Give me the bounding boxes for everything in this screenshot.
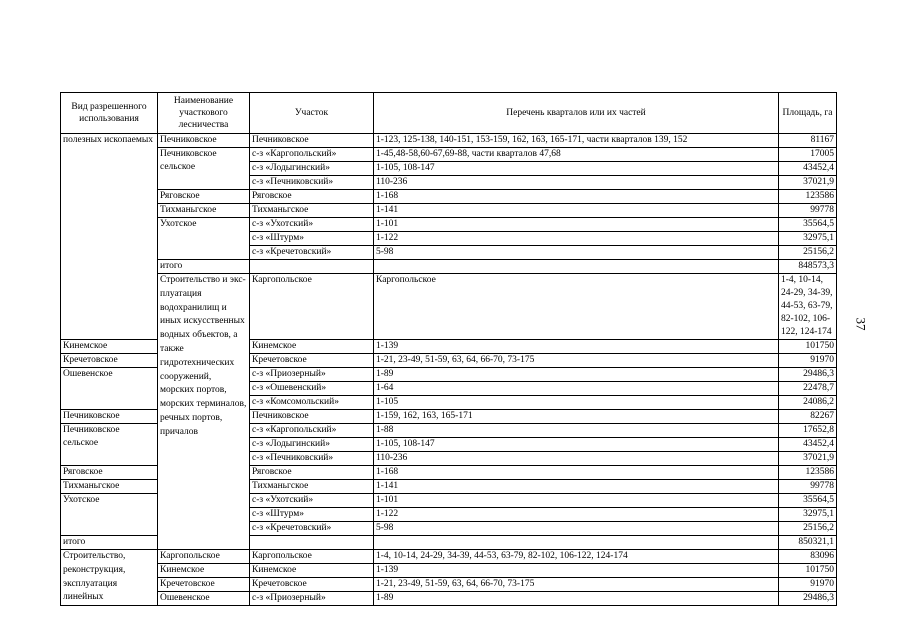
header-quarters: Перечень кварталов или их частей	[374, 93, 779, 134]
cell-quarters: 1-139	[374, 564, 779, 578]
cell-quarters: 1-101	[374, 494, 779, 508]
cell-quarters: 1-101	[374, 218, 779, 232]
cell-area: 101750	[779, 564, 837, 578]
cell-plot: Кречетовское	[250, 354, 374, 368]
cell-use-type: Строительство, реконструкция, эксплуатация линейных	[61, 550, 158, 606]
cell-quarters: 1-105, 108-147	[374, 162, 779, 176]
cell-area: 24086,2	[779, 396, 837, 410]
cell-quarters: 1-21, 23-49, 51-59, 63, 64, 66-70, 73-175	[374, 578, 779, 592]
cell-use-type: полезных ископаемых	[61, 134, 158, 340]
cell-plot: с-з «Приозерный»	[250, 368, 374, 382]
cell-quarters: 1-88	[374, 424, 779, 438]
cell-quarters: 5-98	[374, 246, 779, 260]
cell-area: 83096	[779, 550, 837, 564]
cell-forestry: Каргопольское	[158, 550, 250, 564]
cell-area: 29486,3	[779, 592, 837, 606]
cell-area: 17005	[779, 148, 837, 162]
cell-quarters: 110-236	[374, 452, 779, 466]
cell-plot: с-з «Ухотский»	[250, 494, 374, 508]
cell-area: 25156,2	[779, 246, 837, 260]
table-row	[61, 550, 837, 564]
cell-plot: Тихманьгское	[250, 204, 374, 218]
cell-quarters: 1-123, 125-138, 140-151, 153-159, 162, 163, 165-171, части кварталов 139, 152	[374, 134, 779, 148]
cell-forestry: Тихманьгское	[61, 480, 158, 494]
cell-quarters: 1-4, 10-14, 24-29, 34-39, 44-53, 63-79, 82-102, 106-122, 124-174	[374, 550, 779, 564]
cell-plot: Кинемское	[250, 564, 374, 578]
cell-plot: с-з «Лодыгинский»	[250, 438, 374, 452]
cell-plot: с-з «Штурм»	[250, 232, 374, 246]
header-forestry: Наименование участкового лесничества	[158, 93, 250, 134]
cell-area: 91970	[779, 354, 837, 368]
header-area: Площадь, га	[779, 93, 837, 134]
cell-plot: с-з «Комсомольский»	[250, 396, 374, 410]
cell-forestry: Кинемское	[61, 340, 158, 354]
cell-plot: Кинемское	[250, 340, 374, 354]
cell-area: 29486,3	[779, 368, 837, 382]
cell-area: 32975,1	[779, 232, 837, 246]
cell-plot: Каргопольское	[374, 274, 779, 340]
cell-forestry: Тихманьгское	[158, 204, 250, 218]
cell-area: 43452,4	[779, 162, 837, 176]
cell-plot	[250, 260, 374, 274]
cell-plot: Каргопольское	[250, 550, 374, 564]
cell-area: 37021,9	[779, 452, 837, 466]
cell-quarters: 110-236	[374, 176, 779, 190]
cell-plot: Кречетовское	[250, 578, 374, 592]
cell-forestry: Печниковское	[158, 134, 250, 148]
cell-forestry: Кречетовское	[158, 578, 250, 592]
cell-plot: Печниковское	[250, 134, 374, 148]
cell-forestry: Печниковское	[61, 410, 158, 424]
cell-plot: с-з «Ошевенский»	[250, 382, 374, 396]
cell-quarters: 1-105	[374, 396, 779, 410]
cell-forestry: Ухотское	[61, 494, 158, 536]
cell-forestry: Печниковское сельское	[61, 424, 158, 466]
cell-forestry: Кинемское	[158, 564, 250, 578]
table-header-row	[61, 93, 837, 134]
cell-area: 99778	[779, 204, 837, 218]
cell-area: 91970	[779, 578, 837, 592]
cell-quarters	[374, 260, 779, 274]
header-plot: Участок	[250, 93, 374, 134]
cell-forestry: итого	[158, 260, 250, 274]
cell-quarters: 1-122	[374, 508, 779, 522]
table-body	[61, 134, 837, 606]
cell-forestry: Ошевенское	[158, 592, 250, 606]
cell-plot: с-з «Печниковский»	[250, 176, 374, 190]
cell-quarters: 1-64	[374, 382, 779, 396]
cell-plot: с-з «Лодыгинский»	[250, 162, 374, 176]
cell-area: 35564,5	[779, 218, 837, 232]
cell-plot: с-з «Кречетовский»	[250, 246, 374, 260]
cell-forestry: Ряговское	[158, 190, 250, 204]
table-row	[61, 564, 837, 578]
table-row	[61, 592, 837, 606]
cell-area: 32975,1	[779, 508, 837, 522]
cell-area: 848573,3	[779, 260, 837, 274]
cell-plot: с-з «Кречетовский»	[250, 522, 374, 536]
cell-area: 123586	[779, 190, 837, 204]
cell-area: 22478,7	[779, 382, 837, 396]
cell-quarters: 1-168	[374, 466, 779, 480]
cell-plot: с-з «Ухотский»	[250, 218, 374, 232]
cell-forestry: Печниковское сельское	[158, 148, 250, 190]
cell-area: 37021,9	[779, 176, 837, 190]
cell-forestry: итого	[61, 536, 158, 550]
cell-plot: с-з «Приозерный»	[250, 592, 374, 606]
header-use: Вид разрешенного использования	[61, 93, 158, 134]
cell-area: 81167	[779, 134, 837, 148]
cell-plot: с-з «Печниковский»	[250, 452, 374, 466]
table-row	[61, 148, 837, 162]
cell-area: 99778	[779, 480, 837, 494]
cell-quarters: 1-168	[374, 190, 779, 204]
cell-forestry: Ухотское	[158, 218, 250, 260]
cell-plot: Ряговское	[250, 466, 374, 480]
cell-area: 17652,8	[779, 424, 837, 438]
cell-quarters: 1-105, 108-147	[374, 438, 779, 452]
cell-quarters: 1-4, 10-14, 24-29, 34-39, 44-53, 63-79, 82-102, 106-122, 124-174	[779, 274, 837, 340]
cell-area: 25156,2	[779, 522, 837, 536]
page-number: 37	[853, 317, 869, 331]
cell-area: 850321,1	[779, 536, 837, 550]
cell-area: 123586	[779, 466, 837, 480]
cell-quarters: 5-98	[374, 522, 779, 536]
cell-area: 35564,5	[779, 494, 837, 508]
cell-use-type: Строительство и экс- плуатация водохранилищ и иных искусственных водных объектов, а также гидротехнических сооружений, морских портов, морских терминалов, речных портов, причалов	[158, 274, 250, 550]
cell-plot: с-з «Каргопольский»	[250, 148, 374, 162]
table-row	[61, 204, 837, 218]
table-row	[61, 218, 837, 232]
cell-area: 82267	[779, 410, 837, 424]
cell-quarters: 1-141	[374, 204, 779, 218]
cell-area: 43452,4	[779, 438, 837, 452]
cell-plot: Печниковское	[250, 410, 374, 424]
cell-quarters: 1-89	[374, 368, 779, 382]
cell-quarters: 1-89	[374, 592, 779, 606]
cell-quarters	[374, 536, 779, 550]
cell-quarters: 1-122	[374, 232, 779, 246]
cell-forestry: Кречетовское	[61, 354, 158, 368]
cell-plot: Тихманьгское	[250, 480, 374, 494]
cell-quarters: 1-159, 162, 163, 165-171	[374, 410, 779, 424]
cell-forestry: Каргопольское	[250, 274, 374, 340]
cell-plot	[250, 536, 374, 550]
table-row	[61, 274, 837, 340]
cell-quarters: 1-45,48-58,60-67,69-88, части кварталов 47,68	[374, 148, 779, 162]
cell-quarters: 1-21, 23-49, 51-59, 63, 64, 66-70, 73-175	[374, 354, 779, 368]
table-row	[61, 190, 837, 204]
cell-quarters: 1-141	[374, 480, 779, 494]
cell-quarters: 1-139	[374, 340, 779, 354]
cell-plot: Ряговское	[250, 190, 374, 204]
cell-area: 101750	[779, 340, 837, 354]
cell-forestry: Ряговское	[61, 466, 158, 480]
table-row	[61, 260, 837, 274]
table-row	[61, 578, 837, 592]
forest-use-table	[60, 92, 837, 606]
cell-forestry: Ошевенское	[61, 368, 158, 410]
cell-plot: с-з «Штурм»	[250, 508, 374, 522]
cell-plot: с-з «Каргопольский»	[250, 424, 374, 438]
table-row	[61, 134, 837, 148]
